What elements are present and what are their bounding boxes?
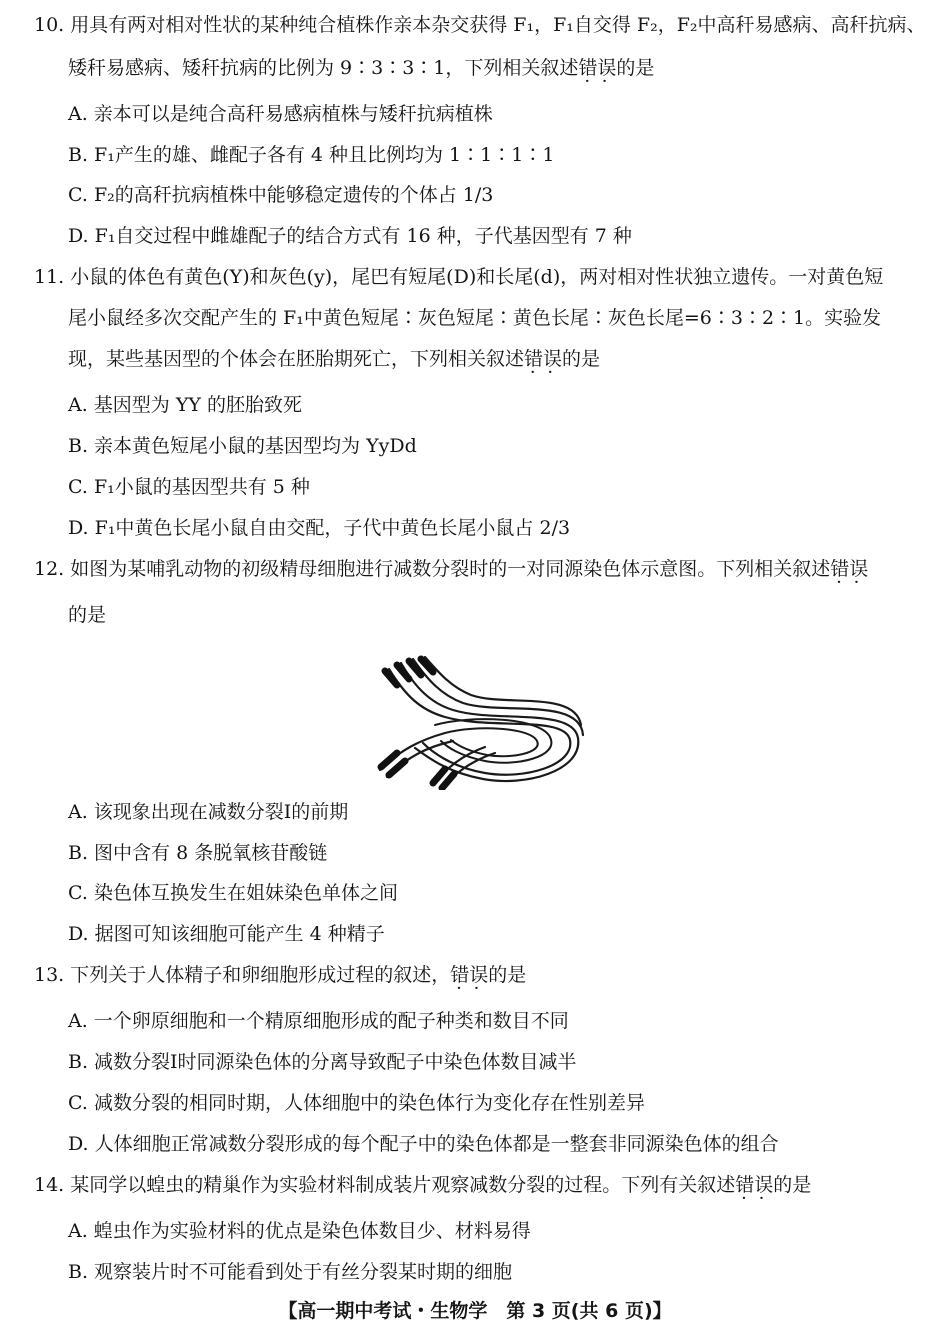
q12-option-a: A. 该现象出现在减数分裂Ⅰ的前期 — [68, 801, 349, 823]
q13-option-d: D. 人体细胞正常减数分裂形成的每个配子中的染色体都是一整套非同源染色体的组合 — [68, 1133, 779, 1155]
q11-option-b: B. 亲本黄色短尾小鼠的基因型均为 YyDd — [68, 435, 417, 457]
q11-option-c: C. F₁小鼠的基因型共有 5 种 — [68, 476, 310, 498]
q10-emphasis-word: 错误 · · — [578, 55, 616, 81]
q11-stem-text: 现，某些基因型的个体会在胚胎期死亡，下列相关叙述 — [68, 348, 525, 370]
q11-stem-end: 的是 — [562, 348, 601, 370]
q12-emphasis-word: 错误 · · — [830, 556, 868, 582]
q10-option-b: B. F₁产生的雄、雌配子各有 4 种且比例均为 1∶1∶1∶1 — [68, 144, 555, 166]
q14-stem — [34, 1172, 811, 1198]
q10-stem-line2 — [68, 55, 654, 81]
q10-stem-line1: 10. 用具有两对相对性状的某种纯合植株作亲本杂交获得 F₁，F₁自交得 F₂，F₂中高秆易感病、高秆抗病、 — [34, 14, 926, 36]
q14-option-a: A. 蝗虫作为实验材料的优点是染色体数目少、材料易得 — [68, 1220, 531, 1242]
q12-stem-line2: 的是 — [68, 604, 107, 626]
page-footer: 【高一期中考试・生物学 第 3 页(共 6 页)】 — [278, 1300, 672, 1322]
q14-option-b: B. 观察装片时不可能看到处于有丝分裂某时期的细胞 — [68, 1261, 513, 1283]
q11-stem-line3 — [68, 346, 600, 372]
q12-stem-text: 12. 如图为某哺乳动物的初级精母细胞进行减数分裂时的一对同源染色体示意图。下列相关叙述 — [34, 558, 831, 580]
q14-emphasis-word: 错误 · · — [735, 1172, 773, 1198]
q11-option-d: D. F₁中黄色长尾小鼠自由交配，子代中黄色长尾小鼠占 2/3 — [68, 517, 571, 539]
q10-option-d: D. F₁自交过程中雌雄配子的结合方式有 16 种，子代基因型有 7 种 — [68, 225, 632, 247]
q10-stem-text: 矮秆易感病、矮秆抗病的比例为 9∶3∶3∶1，下列相关叙述 — [68, 57, 579, 79]
q14-stem-text: 14. 某同学以蝗虫的精巢作为实验材料制成装片观察减数分裂的过程。下列有关叙述 — [34, 1174, 736, 1196]
q13-stem — [34, 962, 526, 988]
q13-option-a: A. 一个卵原细胞和一个精原细胞形成的配子种类和数目不同 — [68, 1010, 569, 1032]
q13-stem-text: 13. 下列关于人体精子和卵细胞形成过程的叙述， — [34, 964, 451, 986]
q10-option-c: C. F₂的高秆抗病植株中能够稳定遗传的个体占 1/3 — [68, 184, 494, 206]
q14-stem-end: 的是 — [773, 1174, 812, 1196]
q11-stem-line1: 11. 小鼠的体色有黄色(Y)和灰色(y)，尾巴有短尾(D)和长尾(d)，两对相对性状独立遗传。一对黄色短 — [34, 266, 884, 288]
q12-option-b: B. 图中含有 8 条脱氧核苷酸链 — [68, 842, 328, 864]
q10-option-a: A. 亲本可以是纯合高秆易感病植株与矮秆抗病植株 — [68, 103, 493, 125]
q12-option-c: C. 染色体互换发生在姐妹染色单体之间 — [68, 882, 398, 904]
q13-option-c: C. 减数分裂的相同时期，人体细胞中的染色体行为变化存在性别差异 — [68, 1092, 645, 1114]
q13-option-b: B. 减数分裂Ⅰ时同源染色体的分离导致配子中染色体数目减半 — [68, 1051, 577, 1073]
homologous-chromosome-figure — [375, 655, 585, 790]
q13-emphasis-word: 错误 · · — [450, 962, 488, 988]
q11-stem-line2: 尾小鼠经多次交配产生的 F₁中黄色短尾∶灰色短尾∶黄色长尾∶灰色长尾=6∶3∶2∶1。实验发 — [68, 307, 882, 329]
q12-option-d: D. 据图可知该细胞可能产生 4 种精子 — [68, 923, 385, 945]
q12-stem-line1 — [34, 556, 868, 582]
q11-emphasis-word: 错误 · · — [524, 346, 562, 372]
q11-option-a: A. 基因型为 YY 的胚胎致死 — [68, 394, 302, 416]
q10-stem-end: 的是 — [616, 57, 655, 79]
q13-stem-end: 的是 — [488, 964, 527, 986]
